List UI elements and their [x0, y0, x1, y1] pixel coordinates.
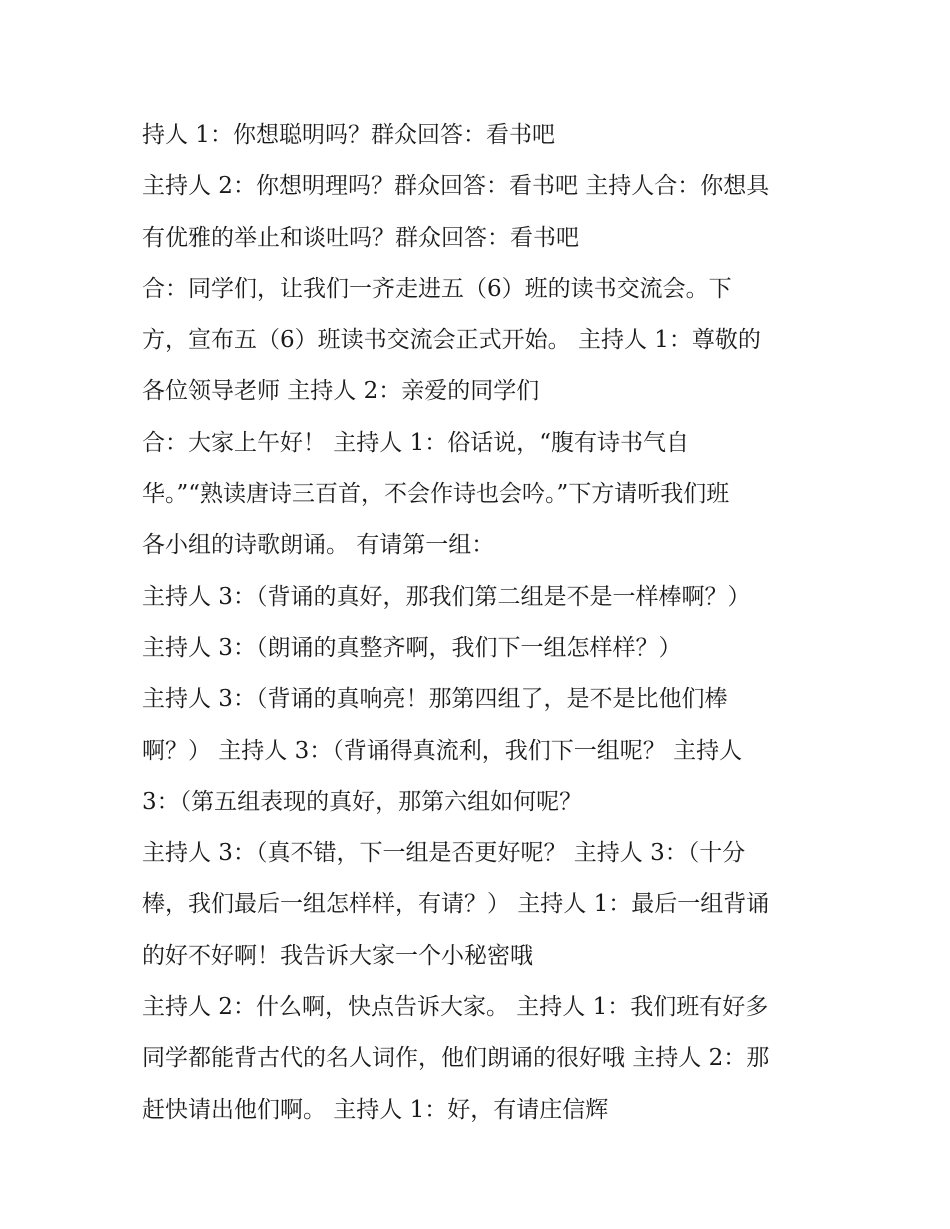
text-line: 啊？） 主持人 3：（背诵得真流利，我们下一组呢？ 主持人 [142, 737, 743, 764]
text-line: 主持人 3：（朗诵的真整齐啊，我们下一组怎样样？） [142, 634, 682, 661]
text-line: 各位领导老师 主持人 2：亲爱的同学们 [142, 378, 540, 405]
text-line: 合：同学们，让我们一齐走进五（6）班的读书交流会。下 [142, 275, 732, 302]
text-line: 方，宣布五（6）班读书交流会正式开始。 主持人 1：尊敬的 [142, 327, 761, 354]
text-line: 赶快请出他们啊。 主持人 1：好，有请庄信辉 [142, 1096, 609, 1123]
text-line: 主持人 3：（真不错，下一组是否更好呢？ 主持人 3：（十分 [142, 840, 746, 867]
text-line: 主持人 2：什么啊，快点告诉大家。 主持人 1：我们班有好多 [142, 994, 769, 1021]
text-line: 3：（第五组表现的真好，那第六组如何呢？ [142, 788, 583, 815]
document-body [142, 110, 822, 1136]
text-line: 持人 1：你想聪明吗？群众回答：看书吧 [142, 122, 555, 148]
text-line: 各小组的诗歌朗诵。 有请第一组： [142, 532, 495, 559]
text-line: 棒，我们最后一组怎样样，有请？） 主持人 1：最后一组背诵 [142, 891, 770, 918]
text-line: 合：大家上午好！ 主持人 1：俗话说，“腹有诗书气自 [142, 429, 690, 456]
text-line: 同学都能背古代的名人词作，他们朗诵的很好哦 主持人 2：那 [142, 1045, 770, 1072]
text-line: 有优雅的举止和谈吐吗？群众回答：看书吧 [142, 224, 579, 251]
text-line: 主持人 3：（背诵的真响亮！那第四组了，是不是比他们棒 [142, 686, 728, 713]
text-line: 的好不好啊！我告诉大家一个小秘密哦 [142, 942, 533, 969]
text-line: 华。”“熟读唐诗三百首，不会作诗也会吟。”下方请听我们班 [142, 481, 730, 508]
text-line: 主持人 3：（背诵的真好，那我们第二组是不是一样棒啊？） [142, 583, 751, 610]
text-line: 主持人 2：你想明理吗？群众回答：看书吧 主持人合：你想具 [142, 173, 770, 200]
